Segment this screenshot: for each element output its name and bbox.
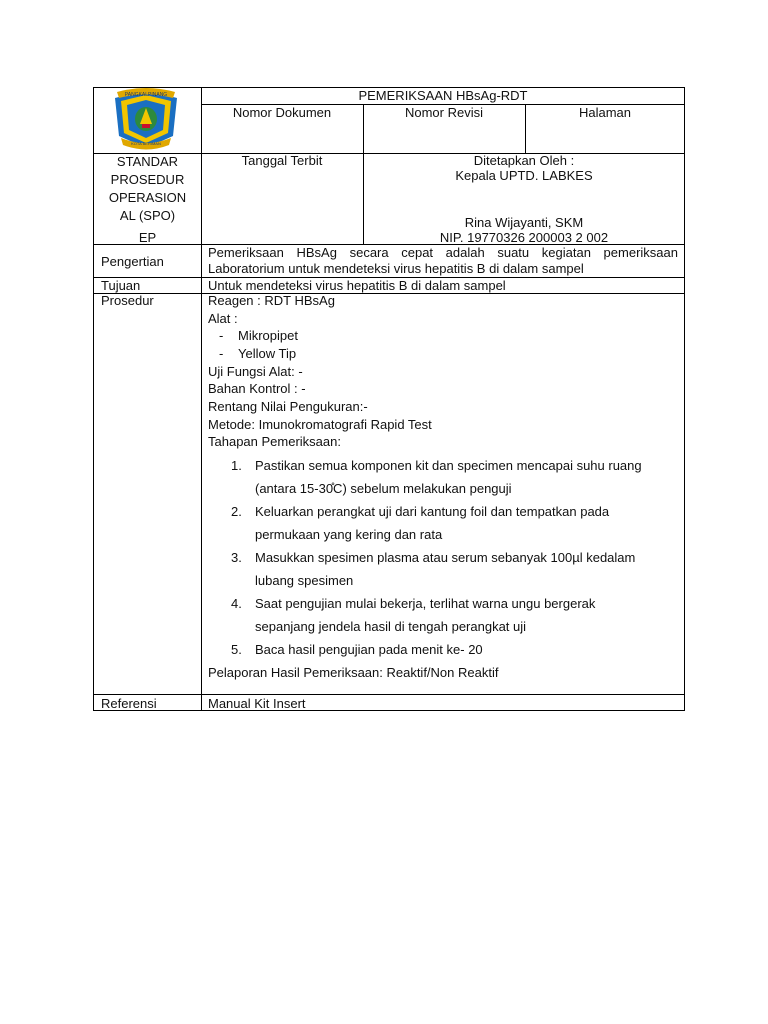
step-line: lubang spesimen bbox=[255, 573, 354, 588]
step-line: sepanjang jendela hasil di tengah perangkat uji bbox=[255, 619, 527, 634]
step-line: Baca hasil pengujian pada menit ke- 20 bbox=[255, 642, 483, 657]
step-line: permukaan yang kering dan rata bbox=[255, 527, 443, 542]
alat-bullet: - bbox=[219, 328, 224, 343]
spo-title-line-1: STANDAR bbox=[116, 154, 179, 169]
referensi-text: Manual Kit Insert bbox=[208, 696, 306, 711]
alat-item: Yellow Tip bbox=[238, 346, 297, 361]
pangkalpinang-logo bbox=[111, 88, 181, 150]
step-line: Saat pengujian mulai bekerja, terlihat warna ungu bergerak bbox=[255, 596, 596, 611]
ditetapkan-jabatan: Kepala UPTD. LABKES bbox=[455, 168, 593, 183]
signer-name: Rina Wijayanti, SKM bbox=[464, 215, 584, 230]
pelaporan-text: Pelaporan Hasil Pemeriksaan: Reaktif/Non Reaktif bbox=[208, 665, 499, 680]
col-divider-main bbox=[201, 88, 202, 711]
step-number: 5. bbox=[231, 642, 242, 657]
step-line: Keluarkan perangkat uji dari kantung foil dan tempatkan pada bbox=[255, 504, 610, 519]
rentang-text: Rentang Nilai Pengukuran:- bbox=[208, 399, 368, 414]
pengertian-line-1: Pemeriksaan HBsAg secara cepat adalah suatu kegiatan pemeriksaan bbox=[208, 245, 678, 260]
document-title: PEMERIKSAAN HBsAg-RDT bbox=[358, 88, 528, 103]
spo-title-line-4: AL (SPO) bbox=[119, 208, 176, 223]
tahapan-label: Tahapan Pemeriksaan: bbox=[208, 434, 341, 449]
step-number: 3. bbox=[231, 550, 242, 565]
bahan-kontrol-text: Bahan Kontrol : - bbox=[208, 381, 306, 396]
spo-document-table bbox=[93, 87, 685, 711]
row-divider-prosedur bbox=[94, 694, 685, 695]
logo-top-text: PANGKALPINANG bbox=[124, 92, 168, 98]
spo-title-line-3: OPERASION bbox=[108, 190, 187, 205]
metode-text: Metode: Imunokromatografi Rapid Test bbox=[208, 417, 432, 432]
ditetapkan-label: Ditetapkan Oleh : bbox=[473, 153, 575, 168]
step-line: Masukkan spesimen plasma atau serum sebanyak 100µl kedalam bbox=[255, 550, 636, 565]
spo-title-line-2: PROSEDUR bbox=[110, 172, 185, 187]
pengertian-label: Pengertian bbox=[101, 254, 164, 269]
spo-code: EP bbox=[138, 230, 157, 245]
signer-nip: NIP. 19770326 200003 2 002 bbox=[439, 230, 609, 245]
alat-bullet: - bbox=[219, 346, 224, 361]
logo-bottom-text: KOTA BERIMAN bbox=[131, 141, 161, 146]
step-line: Pastikan semua komponen kit dan specimen mencapai suhu ruang bbox=[255, 458, 642, 473]
pengertian-line-2: Laboratorium untuk mendeteksi virus hepatitis B di dalam sampel bbox=[208, 261, 584, 276]
tujuan-label: Tujuan bbox=[101, 278, 141, 293]
alat-item: Mikropipet bbox=[238, 328, 298, 343]
step-line: (antara 15-30̊C) sebelum melakukan penguji bbox=[255, 481, 512, 496]
tanggal-terbit-label: Tanggal Terbit bbox=[241, 153, 323, 168]
tujuan-text: Untuk mendeteksi virus hepatitis B di dalam sampel bbox=[208, 278, 506, 293]
halaman-label: Halaman bbox=[578, 105, 632, 120]
alat-label: Alat : bbox=[208, 311, 238, 326]
nomor-revisi-label: Nomor Revisi bbox=[404, 105, 483, 120]
step-number: 4. bbox=[231, 596, 242, 611]
uji-fungsi-text: Uji Fungsi Alat: - bbox=[208, 364, 303, 379]
step-number: 2. bbox=[231, 504, 242, 519]
reagen-text: Reagen : RDT HBsAg bbox=[208, 293, 335, 308]
nomor-dokumen-label: Nomor Dokumen bbox=[232, 105, 332, 120]
step-number: 1. bbox=[231, 458, 242, 473]
prosedur-label: Prosedur bbox=[101, 293, 154, 308]
referensi-label: Referensi bbox=[101, 696, 157, 711]
